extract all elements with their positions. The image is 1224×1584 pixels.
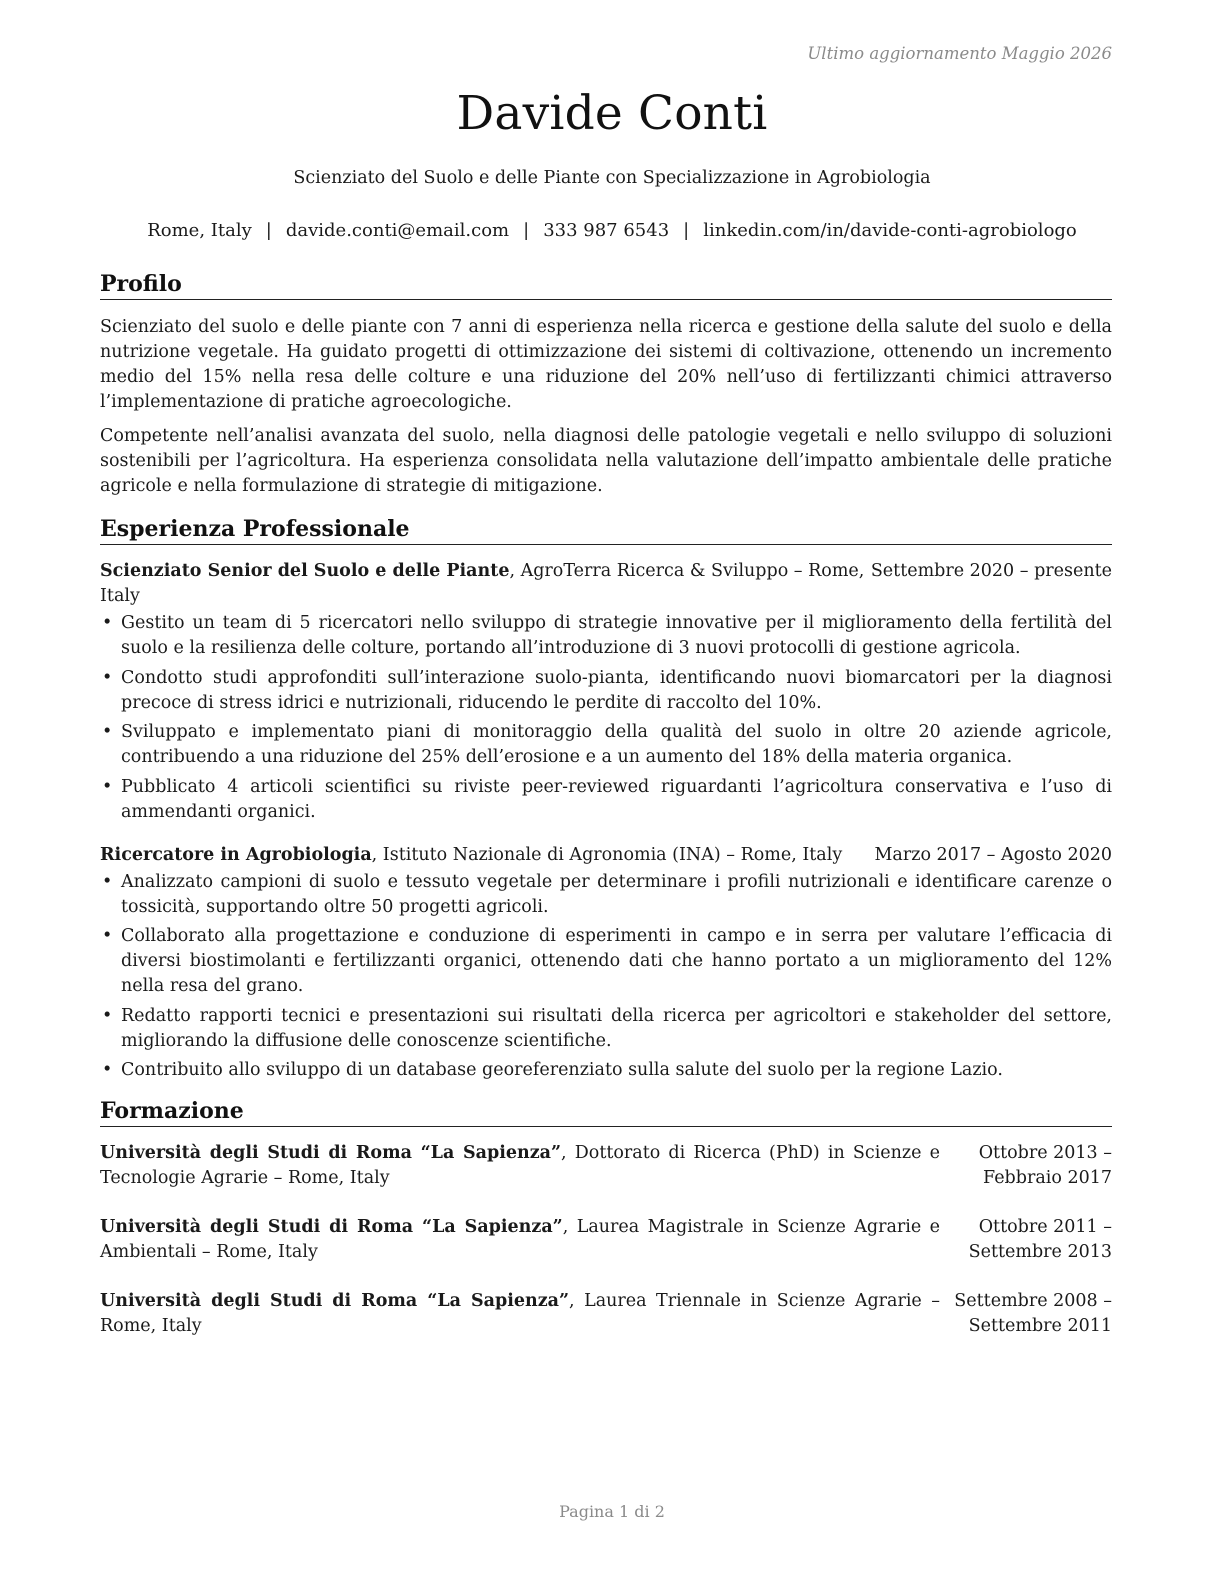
last-updated-note: Ultimo aggiornamento Maggio 2026	[807, 44, 1112, 63]
job-dates: Marzo 2017 – Agosto 2020	[874, 844, 1112, 865]
education-school: Università degli Studi di Roma “La Sapienza”	[100, 1217, 563, 1237]
page-number: Pagina 1 di 2	[559, 1502, 665, 1521]
profile-paragraph: Scienziato del suolo e delle piante con 7 anni di esperienza nella ricerca e gestione della salute del suolo e della nutrizione vegetale. Ha guidato progetti di ottimizzazione dei sistemi di coltivazione, ottenendo un incremento medio del 15% nella resa delle colture e una riduzione del 20% nell’uso di fertilizzanti chimici attraverso l’implementazione di pratiche agroecologiche.	[100, 317, 1112, 412]
education-school: Università degli Studi di Roma “La Sapienza”	[100, 1291, 570, 1311]
job-entry	[100, 843, 1112, 1084]
job-bullet: • Analizzato campioni di suolo e tessuto vegetale per determinare i profili nutrizionali e identificare carenze o tossicità, supportando oltre 50 progetti agricoli.	[100, 870, 1112, 920]
education-school: Università degli Studi di Roma “La Sapienza”	[100, 1143, 562, 1163]
job-header	[100, 843, 1112, 868]
experience-section	[100, 515, 1112, 1083]
job-bullet: • Redatto rapporti tecnici e presentazioni sui risultati della ricerca per agricoltori e stakeholder del settore, migliorando la diffusione delle conoscenze scientifiche.	[100, 1004, 1112, 1054]
education-entry	[100, 1289, 1112, 1339]
job-bullets	[100, 870, 1112, 1084]
job-bullet: • Condotto studi approfonditi sull’interazione suolo-pianta, identificando nuovi biomarcatori per la diagnosi precoce di stress idrici e nutrizionali, riducendo le perdite di raccolto del 10%.	[100, 666, 1112, 716]
section-title-experience: Esperienza Professionale	[100, 515, 1112, 545]
job-bullet: • Contribuito allo sviluppo di un database georeferenziato sulla salute del suolo per la regione Lazio.	[100, 1058, 1112, 1083]
job-org: , Istituto Nazionale di Agronomia (INA) – Rome, Italy	[371, 844, 843, 865]
contact-separator: |	[265, 220, 272, 241]
education-dates: Ottobre 2011 – Settembre 2013	[968, 1217, 1112, 1262]
job-bullet: • Collaborato alla progettazione e conduzione di esperimenti in campo e in serra per valutare l’efficacia di diversi biostimolanti e fertilizzanti organici, ottenendo dati che hanno portato a un miglioramento del 12% nella resa del grano.	[100, 924, 1112, 999]
contact-line	[0, 220, 1224, 241]
job-role: Scienziato Senior del Suolo e delle Piante	[100, 561, 510, 581]
job-bullet: • Pubblicato 4 articoli scientifici su riviste peer-reviewed riguardanti l’agricoltura conservativa e l’uso di ammendanti organici.	[100, 775, 1112, 825]
education-dates: Settembre 2008 – Settembre 2011	[954, 1291, 1112, 1336]
education-detail: , Dottorato di Ricerca (PhD) in Scienze e Tecnologie Agrarie – Rome, Italy	[100, 1143, 940, 1188]
job-entry	[100, 559, 1112, 825]
job-bullet: • Sviluppato e implementato piani di monitoraggio della qualità del suolo in oltre 20 aziende agricole, contribuendo a una riduzione del 25% dell’erosione e a un aumento del 18% della materia organica.	[100, 720, 1112, 770]
job-org: , AgroTerra Ricerca & Sviluppo – Rome, Italy	[100, 561, 865, 606]
contact-linkedin[interactable]: linkedin.com/in/davide-conti-agrobiologo	[703, 220, 1077, 241]
job-dates: Settembre 2020 – presente	[870, 561, 1112, 581]
job-bullets	[100, 611, 1112, 825]
section-title-profile: Profilo	[100, 270, 1112, 300]
education-section	[100, 1097, 1112, 1339]
education-entry	[100, 1141, 1112, 1191]
contact-location: Rome, Italy	[147, 220, 252, 241]
job-bullet: • Gestito un team di 5 ricercatori nello sviluppo di strategie innovative per il miglioramento della fertilità del suolo e la resilienza delle colture, portando all’introduzione di 3 nuovi protocolli di gestione agricola.	[100, 611, 1112, 661]
job-header	[100, 559, 1112, 609]
profile-section	[100, 270, 1112, 499]
profile-paragraph: Competente nell’analisi avanzata del suolo, nella diagnosi delle patologie vegetali e nello sviluppo di soluzioni sostenibili per l’agricoltura. Ha esperienza consolidata nella valutazione dell’impatto ambientale delle pratiche agricole e nella formulazione di strategie di mitigazione.	[100, 426, 1112, 496]
education-entry	[100, 1215, 1112, 1265]
education-detail: , Laurea Triennale in Scienze Agrarie – Rome, Italy	[100, 1291, 940, 1336]
contact-separator: |	[523, 220, 530, 241]
job-role: Ricercatore in Agrobiologia	[100, 844, 372, 865]
resume-body	[100, 270, 1112, 1339]
candidate-subtitle: Scienziato del Suolo e delle Piante con Specializzazione in Agrobiologia	[293, 168, 931, 188]
education-detail: , Laurea Magistrale in Scienze Agrarie e Ambientali – Rome, Italy	[100, 1217, 941, 1262]
education-dates: Ottobre 2013 – Febbraio 2017	[978, 1143, 1112, 1188]
contact-separator: |	[683, 220, 690, 241]
section-title-education: Formazione	[100, 1097, 1112, 1127]
candidate-name: Davide Conti	[456, 86, 768, 141]
contact-phone: 333 987 6543	[543, 220, 670, 241]
contact-email[interactable]: davide.conti@email.com	[285, 220, 510, 241]
